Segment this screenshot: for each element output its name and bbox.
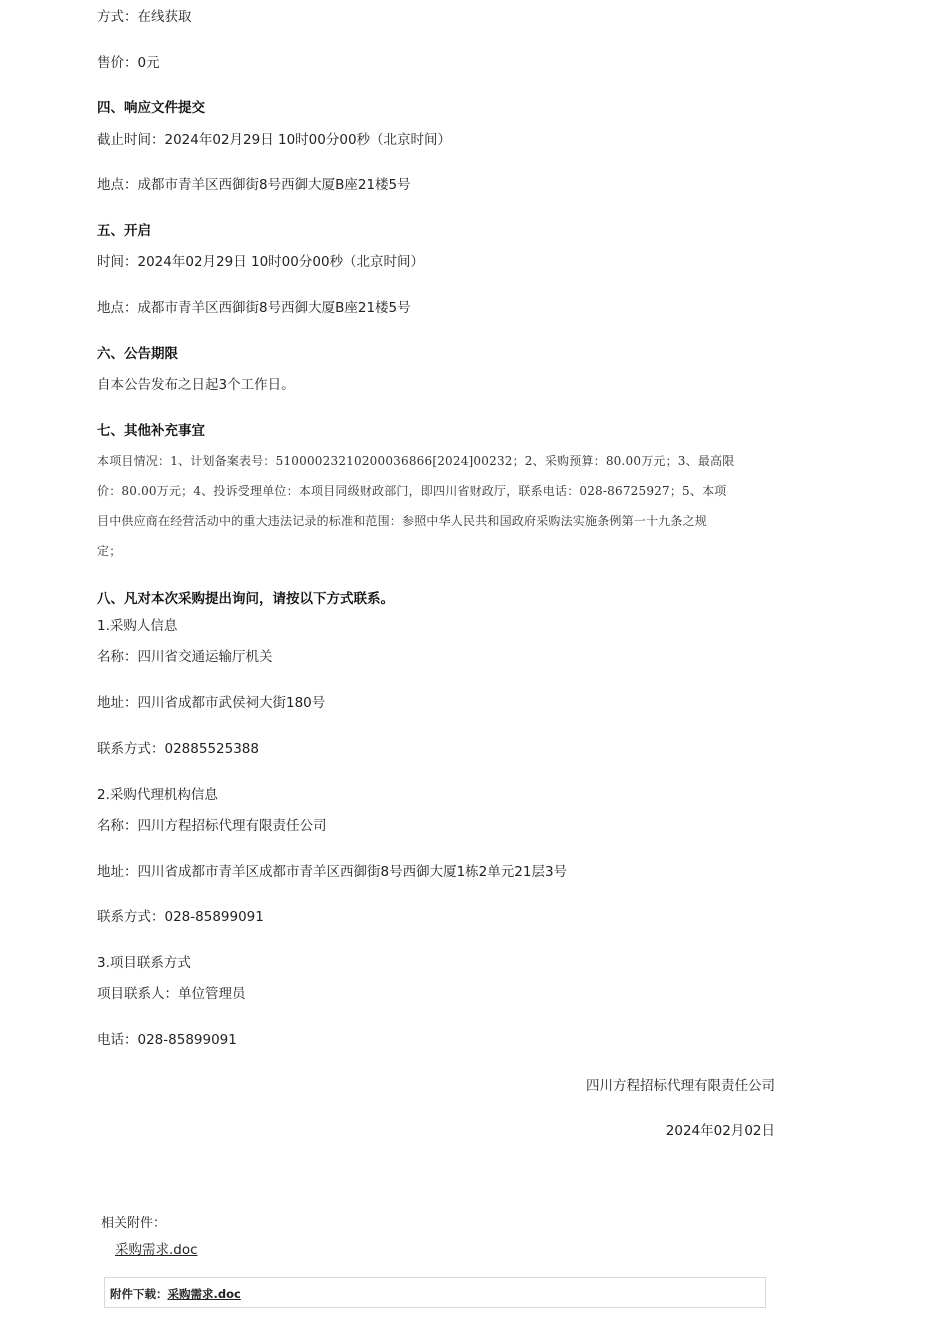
project-person-line <box>97 982 246 1002</box>
purchaser-contact-value: 02885525388 <box>164 741 259 757</box>
download-file-link[interactable]: 采购需求.doc <box>167 1287 241 1301</box>
purchaser-name-line <box>97 645 273 665</box>
agency-contact-value: 028-85899091 <box>164 909 264 925</box>
purchaser-address-line <box>97 691 325 711</box>
supplementary-text <box>97 446 775 566</box>
attachment-file-link[interactable]: 采购需求.doc <box>115 1242 198 1258</box>
attachments-label: 相关附件： <box>101 1216 167 1231</box>
open-time-label: 时间： <box>97 254 138 270</box>
project-phone-line <box>97 1028 237 1048</box>
agency-contact-line <box>97 905 264 925</box>
agency-name-line <box>97 814 327 834</box>
section7-heading: 七、其他补充事宜 <box>97 423 205 439</box>
supplementary-line-3: 目中供应商在经营活动中的重大违法记录的标准和范围：参照中华人民共和国政府采购法实施条例第一十九条之规 <box>97 514 708 528</box>
project-phone-value: 028-85899091 <box>137 1032 237 1048</box>
purchaser-contact-label: 联系方式： <box>97 741 165 757</box>
doc-price-value: 0元 <box>137 55 160 71</box>
submit-location-label: 地点： <box>97 177 138 193</box>
project-phone-label: 电话： <box>97 1032 138 1048</box>
supplementary-line-4: 定； <box>97 544 122 558</box>
purchaser-name-label: 名称： <box>97 649 138 665</box>
project-person-value: 单位管理员 <box>178 986 246 1002</box>
doc-price-label: 售价： <box>97 55 138 71</box>
project-contact-title: 3.项目联系方式 <box>97 955 191 971</box>
open-location-line <box>97 296 411 316</box>
purchaser-contact-line <box>97 737 259 757</box>
agency-name-label: 名称： <box>97 818 138 834</box>
open-location-label: 地点： <box>97 300 138 316</box>
agency-name-value: 四川方程招标代理有限责任公司 <box>137 818 327 834</box>
section6-heading: 六、公告期限 <box>97 346 178 362</box>
agency-title: 2.采购代理机构信息 <box>97 787 218 803</box>
submit-location-value: 成都市青羊区西御街8号西御大厦B座21楼5号 <box>137 177 411 193</box>
download-label: 附件下载： <box>110 1287 168 1301</box>
submit-location-line <box>97 173 411 193</box>
purchaser-address-label: 地址： <box>97 695 138 711</box>
deadline-line <box>97 128 451 148</box>
open-time-line <box>97 250 424 270</box>
section4-heading: 四、响应文件提交 <box>97 100 205 116</box>
purchaser-title: 1.采购人信息 <box>97 618 178 634</box>
notice-period-text: 自本公告发布之日起3个工作日。 <box>97 377 295 393</box>
agency-address-label: 地址： <box>97 864 138 880</box>
project-person-label: 项目联系人： <box>97 986 178 1002</box>
purchaser-address-value: 四川省成都市武侯祠大街180号 <box>137 695 326 711</box>
deadline-label: 截止时间： <box>97 132 165 148</box>
signature-company: 四川方程招标代理有限责任公司 <box>586 1078 775 1094</box>
supplementary-line-2: 价：80.00万元；4、投诉受理单位：本项目同级财政部门，即四川省财政厅，联系电话：028-86725927；5、本项 <box>97 484 727 498</box>
download-line <box>110 1286 241 1302</box>
download-box <box>104 1277 766 1308</box>
section8-heading: 八、凡对本次采购提出询问，请按以下方式联系。 <box>97 591 394 607</box>
doc-method-line <box>97 5 192 25</box>
agency-address-line <box>97 860 567 880</box>
agency-contact-label: 联系方式： <box>97 909 165 925</box>
supplementary-line-1: 本项目情况：1、计划备案表号：510000232102000368​66[2024]00232；2、采购预算：80.00万元；3、最高限 <box>97 454 735 468</box>
signature-date: 2024年02月02日 <box>665 1123 775 1139</box>
doc-price-line <box>97 51 160 71</box>
open-time-value: 2024年02月29日 10时00分00秒（北京时间） <box>137 254 425 270</box>
agency-address-value: 四川省成都市青羊区成都市青羊区西御街8号西御大厦1栋2单元21层3号 <box>137 864 568 880</box>
section5-heading: 五、开启 <box>97 223 151 239</box>
purchaser-name-value: 四川省交通运输厅机关 <box>137 649 273 665</box>
open-location-value: 成都市青羊区西御街8号西御大厦B座21楼5号 <box>137 300 411 316</box>
deadline-value: 2024年02月29日 10时00分00秒（北京时间） <box>164 132 452 148</box>
doc-method-label: 方式： <box>97 9 138 25</box>
doc-method-value: 在线获取 <box>137 9 192 25</box>
